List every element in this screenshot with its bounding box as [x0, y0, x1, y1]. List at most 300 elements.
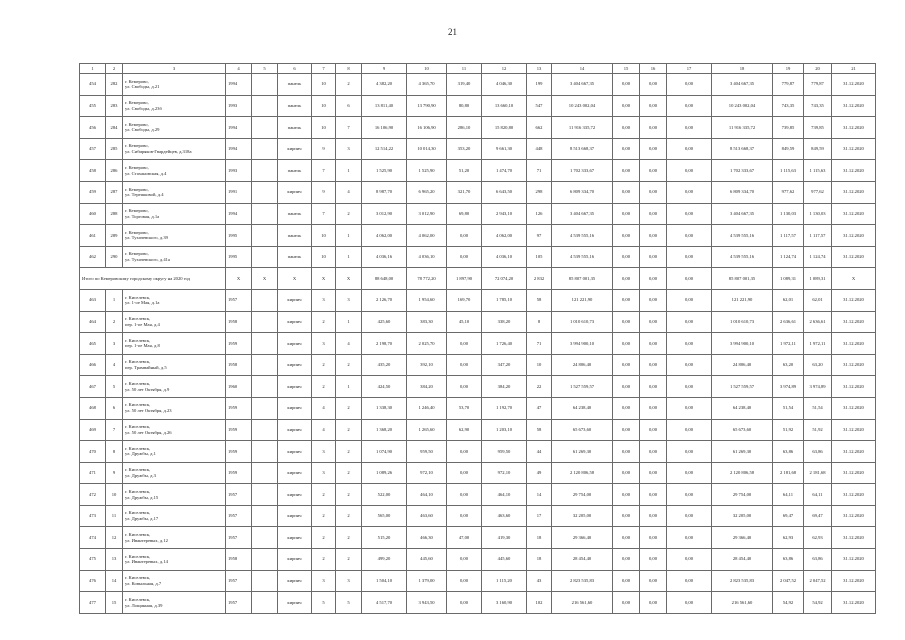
table-cell: 0,00	[447, 505, 482, 527]
table-cell	[252, 160, 278, 182]
table-cell: 2 126,70	[362, 289, 407, 311]
table-cell: 2	[312, 354, 336, 376]
table-cell: 1 527 559,57	[552, 376, 613, 398]
address-cell: г. Киселевск, ул. Дружбы, д.15	[123, 484, 226, 506]
table-cell: 2	[336, 74, 362, 96]
table-cell: 0,00	[667, 333, 712, 355]
table-cell: 0,00	[640, 246, 667, 268]
table-cell	[252, 527, 278, 549]
table-cell: 4 036,10	[482, 246, 527, 268]
table-cell: 1 972,11	[804, 333, 832, 355]
table-cell: 1 115,20	[482, 570, 527, 592]
table-cell: 3 974,89	[804, 376, 832, 398]
table-cell: 476	[80, 570, 106, 592]
table-cell: 0,00	[667, 311, 712, 333]
table-cell: 2 943,10	[482, 203, 527, 225]
table-cell: 17	[527, 505, 552, 527]
table-cell: 3 404 667,35	[552, 203, 613, 225]
table-cell: 959,50	[407, 441, 447, 463]
table-cell: 1 124,74	[804, 246, 832, 268]
table-cell: 435,20	[362, 354, 407, 376]
table-cell: 10	[312, 95, 336, 117]
table-cell: 464,10	[482, 484, 527, 506]
table-cell: 1 124,74	[773, 246, 804, 268]
table-cell: 2	[336, 527, 362, 549]
table-cell: 779,87	[773, 74, 804, 96]
table-cell: 392,10	[407, 354, 447, 376]
table-cell: 0,00	[667, 505, 712, 527]
column-number: 3	[123, 64, 226, 74]
address-cell: г. Кемерово, ул. Свободы, д.23б	[123, 95, 226, 117]
table-cell: 28 454,40	[552, 549, 613, 571]
table-cell: 1 117,57	[804, 225, 832, 247]
table-cell: 2 181,68	[804, 462, 832, 484]
table-cell: 7	[336, 117, 362, 139]
table-cell: 2	[336, 203, 362, 225]
address-cell: г. Кемерово, ул. Сибиряков-Гвардейцев, д.318а	[123, 138, 226, 160]
year-cell: 1959	[226, 462, 252, 484]
address-cell: г. Киселевск, ул. 1-ое Мая, д.1а	[123, 289, 226, 311]
table-cell: 1 338,30	[362, 397, 407, 419]
table-cell: 31.12.2020	[832, 376, 876, 398]
table-cell: 4	[336, 181, 362, 203]
table-cell: 6 643,50	[482, 181, 527, 203]
table-cell: 0,00	[613, 419, 640, 441]
table-cell: 102	[527, 592, 552, 614]
year-cell: 1991	[226, 181, 252, 203]
table-cell: 1 010 610,73	[552, 311, 613, 333]
table-cell: кирпич	[278, 354, 312, 376]
table-cell: 45,10	[447, 311, 482, 333]
table-cell: 288	[106, 203, 123, 225]
table-cell: 7	[106, 419, 123, 441]
table-cell: 472	[80, 484, 106, 506]
table-cell: панель	[278, 95, 312, 117]
table-cell: кирпич	[278, 376, 312, 398]
table-cell: 0,00	[667, 592, 712, 614]
total-row	[80, 268, 876, 290]
table-cell: 1 074,90	[362, 441, 407, 463]
table-cell: 1 115,63	[773, 160, 804, 182]
table-cell: 283	[106, 95, 123, 117]
table-cell: 284	[106, 117, 123, 139]
total-cell: 1 089,31	[773, 268, 804, 290]
table-cell: 65 673,60	[712, 419, 773, 441]
table-cell: 464,10	[407, 484, 447, 506]
table-cell: 383,30	[407, 311, 447, 333]
table-cell: 463,60	[407, 505, 447, 527]
table-cell: 69,47	[773, 505, 804, 527]
table-row	[80, 225, 876, 247]
column-number: 7	[312, 64, 336, 74]
year-cell: 1995	[226, 225, 252, 247]
table-cell: 31.12.2020	[832, 570, 876, 592]
table-row	[80, 549, 876, 571]
table-cell: 14	[106, 570, 123, 592]
table-cell: 4 036,10	[407, 246, 447, 268]
table-cell: 477	[80, 592, 106, 614]
table-cell: 457	[80, 138, 106, 160]
table-cell: 0,00	[667, 354, 712, 376]
table-cell	[252, 505, 278, 527]
total-cell: 1 089,31	[804, 268, 832, 290]
address-cell: г. Кемерово, ул. Стахановская, д.4	[123, 160, 226, 182]
table-cell: 468	[80, 397, 106, 419]
table-cell: 71	[527, 333, 552, 355]
table-cell: 849,59	[804, 138, 832, 160]
housing-register-table	[79, 63, 876, 614]
table-cell: 2	[336, 441, 362, 463]
table-cell: 286,10	[447, 117, 482, 139]
table-cell: кирпич	[278, 289, 312, 311]
table-cell: 4 539 555,16	[712, 225, 773, 247]
column-number: 12	[482, 64, 527, 74]
table-cell: 0,00	[447, 441, 482, 463]
table-cell: 31.12.2020	[832, 289, 876, 311]
table-cell: 2	[336, 484, 362, 506]
table-cell: 347,20	[482, 354, 527, 376]
table-cell: 28 454,40	[712, 549, 773, 571]
table-cell: 0,00	[640, 549, 667, 571]
table-cell: 31.12.2020	[832, 74, 876, 96]
year-cell: 1995	[226, 246, 252, 268]
table-cell: 6 809 334,70	[552, 181, 613, 203]
table-cell: кирпич	[278, 311, 312, 333]
table-cell: 1 089,26	[362, 462, 407, 484]
table-cell: кирпич	[278, 181, 312, 203]
table-cell: 3	[312, 462, 336, 484]
column-number: 4	[226, 64, 252, 74]
table-cell: 0,00	[613, 181, 640, 203]
table-cell: 47,00	[447, 527, 482, 549]
table-cell: 0,00	[667, 225, 712, 247]
table-cell: 126	[527, 203, 552, 225]
table-cell: 1 117,57	[773, 225, 804, 247]
table-cell: 3 994 900,10	[552, 333, 613, 355]
table-cell: панель	[278, 203, 312, 225]
table-cell: 522,00	[362, 484, 407, 506]
table-row	[80, 138, 876, 160]
table-cell: 3 974,89	[773, 376, 804, 398]
total-cell: 1 897,90	[447, 268, 482, 290]
table-cell: 8 513 668,37	[712, 138, 773, 160]
table-cell: 1	[336, 160, 362, 182]
address-cell: г. Кемерово, ул. Тухачевского, д.39	[123, 225, 226, 247]
table-cell: 58	[527, 289, 552, 311]
column-number: 6	[278, 64, 312, 74]
table-cell: 0,00	[640, 74, 667, 96]
table-cell: 0,00	[447, 246, 482, 268]
total-cell: X	[252, 268, 278, 290]
table-cell: 16 106,90	[362, 117, 407, 139]
table-cell: 0,00	[667, 419, 712, 441]
total-cell: 0,00	[640, 268, 667, 290]
table-cell: 47	[527, 397, 552, 419]
table-cell: 44	[527, 441, 552, 463]
table-cell: 10 014,30	[407, 138, 447, 160]
table-cell: 565,00	[362, 505, 407, 527]
table-cell: 977,62	[773, 181, 804, 203]
table-cell	[252, 138, 278, 160]
table-cell: 29 754,00	[552, 484, 613, 506]
table-cell: 0,00	[667, 549, 712, 571]
table-cell: 319,40	[447, 74, 482, 96]
table-cell: 5	[312, 592, 336, 614]
table-cell: 22	[527, 376, 552, 398]
table-cell: 384,20	[482, 376, 527, 398]
table-cell: 0,00	[613, 246, 640, 268]
table-row	[80, 203, 876, 225]
table-cell: 4	[312, 419, 336, 441]
table-cell: 16 106,90	[407, 117, 447, 139]
table-row	[80, 117, 876, 139]
table-cell: 0,00	[613, 376, 640, 398]
table-cell: панель	[278, 246, 312, 268]
total-cell: 0,00	[613, 268, 640, 290]
table-cell: 0,00	[447, 462, 482, 484]
table-cell: кирпич	[278, 441, 312, 463]
table-cell: 424,50	[362, 376, 407, 398]
table-cell: 0,00	[613, 592, 640, 614]
table-cell: 3	[312, 289, 336, 311]
table-cell: 3 404 667,35	[712, 203, 773, 225]
table-cell: 0,00	[667, 181, 712, 203]
table-cell: 216 561,60	[552, 592, 613, 614]
table-cell: 97	[527, 225, 552, 247]
table-cell: 4 539 555,16	[712, 246, 773, 268]
table-cell: 10 243 002,04	[712, 95, 773, 117]
address-cell: г. Киселевск, ул. Ковыльная, д.7	[123, 570, 226, 592]
table-cell: 31.12.2020	[832, 354, 876, 376]
table-cell: 0,00	[613, 354, 640, 376]
table-cell: 9	[312, 138, 336, 160]
table-cell: 61 269,30	[712, 441, 773, 463]
table-cell: 31.12.2020	[832, 181, 876, 203]
table-cell: 2	[312, 549, 336, 571]
table-cell: 0,00	[667, 203, 712, 225]
table-cell: 0,00	[640, 419, 667, 441]
table-cell: 63,86	[773, 549, 804, 571]
table-cell: кирпич	[278, 592, 312, 614]
table-cell: 58	[527, 419, 552, 441]
table-cell: 977,62	[804, 181, 832, 203]
table-cell: кирпич	[278, 505, 312, 527]
table-cell: 419,30	[482, 527, 527, 549]
table-cell: 4 046,30	[482, 74, 527, 96]
table-cell	[252, 549, 278, 571]
table-cell: 0,00	[667, 246, 712, 268]
table-cell: 0,00	[447, 549, 482, 571]
table-cell: 1	[336, 225, 362, 247]
table-cell: 1 192,70	[482, 397, 527, 419]
total-cell: X	[336, 268, 362, 290]
table-cell: 62,93	[773, 527, 804, 549]
address-cell: г. Киселевск, пер. Трамвайный, д.5	[123, 354, 226, 376]
table-cell: 0,00	[640, 376, 667, 398]
table-row	[80, 333, 876, 355]
address-cell: г. Киселевск, ул. Ивантеревых, д.14	[123, 549, 226, 571]
table-cell: 0,00	[613, 289, 640, 311]
table-cell: 0,00	[640, 505, 667, 527]
table-cell: 31.12.2020	[832, 117, 876, 139]
year-cell: 1994	[226, 74, 252, 96]
table-cell: 0,00	[613, 203, 640, 225]
table-cell: 62,93	[804, 527, 832, 549]
table-cell: 51,92	[804, 419, 832, 441]
table-cell: 2	[106, 311, 123, 333]
table-row	[80, 289, 876, 311]
table-cell: 24 806,40	[552, 354, 613, 376]
table-cell: 0,00	[640, 289, 667, 311]
table-cell	[252, 397, 278, 419]
table-cell: 0,00	[640, 570, 667, 592]
table-cell: 0,00	[613, 225, 640, 247]
table-cell: 298	[527, 181, 552, 203]
address-cell: г. Киселевск, ул. Дружбы, д.17	[123, 505, 226, 527]
table-cell: 14	[527, 484, 552, 506]
table-cell: 0,00	[447, 225, 482, 247]
table-cell: 4 539 555,16	[552, 246, 613, 268]
table-cell: 10	[106, 484, 123, 506]
table-cell: 0,00	[640, 592, 667, 614]
table-cell	[252, 95, 278, 117]
address-cell: г. Киселевск, ул. 50 лет Октября, д.23	[123, 397, 226, 419]
table-cell: 31.12.2020	[832, 592, 876, 614]
address-cell: г. Киселевск, ул. Дружбы, д.3	[123, 462, 226, 484]
table-cell: 4 062,00	[407, 225, 447, 247]
table-cell	[252, 181, 278, 203]
table-cell: 289	[106, 225, 123, 247]
table-cell: 3 012,90	[362, 203, 407, 225]
column-number: 20	[804, 64, 832, 74]
table-cell: кирпич	[278, 484, 312, 506]
table-cell: 10 243 002,04	[552, 95, 613, 117]
table-cell: 0,00	[613, 333, 640, 355]
table-cell: 2 047,52	[804, 570, 832, 592]
table-cell: 743,35	[804, 95, 832, 117]
table-cell: 2	[312, 376, 336, 398]
table-cell: 474	[80, 527, 106, 549]
table-cell: 3 404 667,35	[552, 74, 613, 96]
table-cell: 31.12.2020	[832, 160, 876, 182]
table-cell: 0,00	[667, 289, 712, 311]
column-number: 1	[80, 64, 106, 74]
total-cell: X	[312, 268, 336, 290]
table-cell: 31.12.2020	[832, 225, 876, 247]
year-cell: 1957	[226, 592, 252, 614]
table-cell: 6	[106, 397, 123, 419]
table-cell: 64 238,40	[552, 397, 613, 419]
table-cell: 63,86	[804, 441, 832, 463]
table-cell: 1 954,60	[407, 289, 447, 311]
table-cell: 1 972,11	[773, 333, 804, 355]
table-cell: 1 130,03	[773, 203, 804, 225]
table-cell: 0,00	[613, 549, 640, 571]
table-cell: 0,00	[613, 95, 640, 117]
table-cell: 12 514,22	[362, 138, 407, 160]
table-cell: 1 265,60	[407, 419, 447, 441]
table-cell: 0,00	[640, 484, 667, 506]
year-cell: 1993	[226, 95, 252, 117]
table-cell: 0,00	[667, 95, 712, 117]
year-cell: 1993	[226, 160, 252, 182]
table-cell	[252, 441, 278, 463]
table-cell: 2 181,68	[773, 462, 804, 484]
table-cell: 0,00	[640, 311, 667, 333]
table-cell: 1 527 559,57	[712, 376, 773, 398]
table-cell: 972,10	[407, 462, 447, 484]
table-cell: 3	[312, 333, 336, 355]
table-cell: 1	[336, 246, 362, 268]
table-cell: 31.12.2020	[832, 549, 876, 571]
table-cell: 3 012,90	[407, 203, 447, 225]
table-cell: 2 198,70	[362, 333, 407, 355]
year-cell: 1957	[226, 505, 252, 527]
table-cell: 0,00	[613, 505, 640, 527]
table-cell: 2	[336, 462, 362, 484]
address-cell: г. Киселевск, пер. 1-ое Мая, д.4	[123, 311, 226, 333]
column-number: 16	[640, 64, 667, 74]
table-cell: панель	[278, 225, 312, 247]
table-cell: 80,80	[447, 95, 482, 117]
page-number: 21	[448, 27, 457, 37]
address-cell: г. Кемерово, ул. Тухачевского, д.41а	[123, 246, 226, 268]
table-cell: 62,90	[447, 419, 482, 441]
table-cell: 0,00	[613, 117, 640, 139]
column-number: 19	[773, 64, 804, 74]
table-cell: 62,01	[804, 289, 832, 311]
table-cell: 3	[106, 333, 123, 355]
table-cell: 445,60	[407, 549, 447, 571]
column-number: 9	[362, 64, 407, 74]
table-cell	[252, 289, 278, 311]
table-row	[80, 505, 876, 527]
table-cell: 2 047,52	[773, 570, 804, 592]
table-cell: 466,30	[407, 527, 447, 549]
table-cell: 287	[106, 181, 123, 203]
table-cell	[252, 592, 278, 614]
table-cell	[252, 117, 278, 139]
table-cell: 0,00	[667, 117, 712, 139]
table-cell: 445,60	[482, 549, 527, 571]
table-cell: 1	[336, 376, 362, 398]
table-cell: 353,20	[447, 138, 482, 160]
table-cell: 5	[106, 376, 123, 398]
table-cell: 15 820,80	[482, 117, 527, 139]
table-cell: 0,00	[613, 311, 640, 333]
column-number: 5	[252, 64, 278, 74]
address-cell: г. Киселевск, ул. Ивантеревых, д.12	[123, 527, 226, 549]
table-cell: 121 221,90	[712, 289, 773, 311]
year-cell: 1994	[226, 203, 252, 225]
total-cell: 0,00	[667, 268, 712, 290]
table-cell: 0,00	[613, 441, 640, 463]
total-cell: 85 807 001,35	[552, 268, 613, 290]
table-cell: 64 238,40	[712, 397, 773, 419]
table-cell: 31.12.2020	[832, 419, 876, 441]
table-row	[80, 246, 876, 268]
table-cell: 7	[312, 160, 336, 182]
table-cell: 0,00	[667, 74, 712, 96]
table-cell: 4	[336, 333, 362, 355]
table-cell: 2	[336, 397, 362, 419]
table-cell: 0,00	[640, 203, 667, 225]
table-cell: 466	[80, 354, 106, 376]
year-cell: 1960	[226, 376, 252, 398]
table-cell: 8 987,70	[362, 181, 407, 203]
table-cell	[252, 246, 278, 268]
table-cell: 0,00	[613, 397, 640, 419]
